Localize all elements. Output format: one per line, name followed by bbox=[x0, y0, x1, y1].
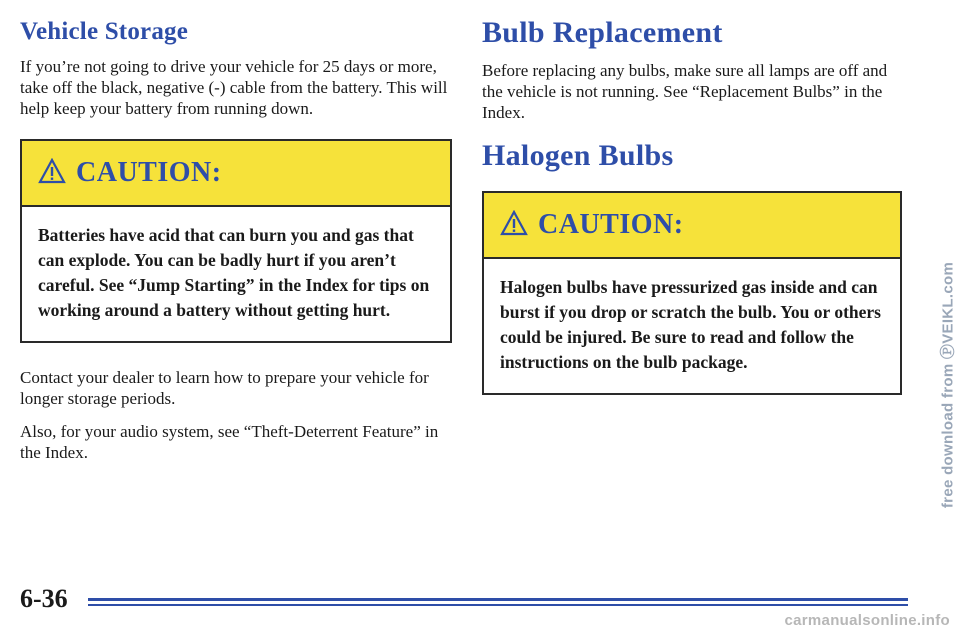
bulb-replacement-paragraph: Before replacing any bulbs, make sure all lamps are off and the vehicle is not running. See “Replacement Bulbs” in the Index. bbox=[482, 61, 888, 122]
halogen-caution-header bbox=[484, 193, 900, 259]
halogen-caution-title: CAUTION: bbox=[538, 209, 684, 240]
halogen-caution-box bbox=[482, 191, 902, 395]
side-watermark-text: free download from ⓅVEIKL.com bbox=[939, 261, 957, 509]
vehicle-storage-intro: If you’re not going to drive your vehicle for 25 days or more, take off the black, negative (-) cable from the battery. This will help keep your battery from running down. bbox=[20, 57, 448, 118]
left-column bbox=[20, 14, 452, 475]
halogen-caution-text: Halogen bulbs have pressurized gas inside and can burst if you drop or scratch the bulb. You or others could be injured. Be sure to read and follow the instructions on the bulb package. bbox=[500, 277, 881, 372]
warning-triangle-icon bbox=[500, 210, 528, 241]
bulb-replacement-heading: Bulb Replacement bbox=[482, 16, 723, 49]
battery-caution-header bbox=[22, 141, 450, 207]
warning-triangle-icon bbox=[38, 158, 66, 189]
side-watermark bbox=[936, 140, 958, 630]
battery-caution-title: CAUTION: bbox=[76, 157, 222, 188]
bottom-watermark: carmanualsonline.info bbox=[784, 612, 950, 629]
audio-system-paragraph: Also, for your audio system, see “Theft-Deterrent Feature” in the Index. bbox=[20, 422, 439, 462]
page-number: 6-36 bbox=[20, 584, 68, 613]
battery-caution-text: Batteries have acid that can burn you and gas that can explode. You can be badly hurt if you aren’t careful. See “Jump Starting” in the Index for tips on working around a battery without getting hurt. bbox=[38, 225, 430, 320]
footer-rule-top bbox=[88, 598, 908, 601]
battery-caution-box bbox=[20, 139, 452, 343]
vehicle-storage-heading: Vehicle Storage bbox=[20, 18, 189, 45]
right-column bbox=[482, 14, 902, 395]
footer-rule-bottom bbox=[88, 604, 908, 606]
halogen-bulbs-heading: Halogen Bulbs bbox=[482, 139, 674, 172]
storage-dealer-paragraph: Contact your dealer to learn how to prepare your vehicle for longer storage periods. bbox=[20, 368, 429, 408]
